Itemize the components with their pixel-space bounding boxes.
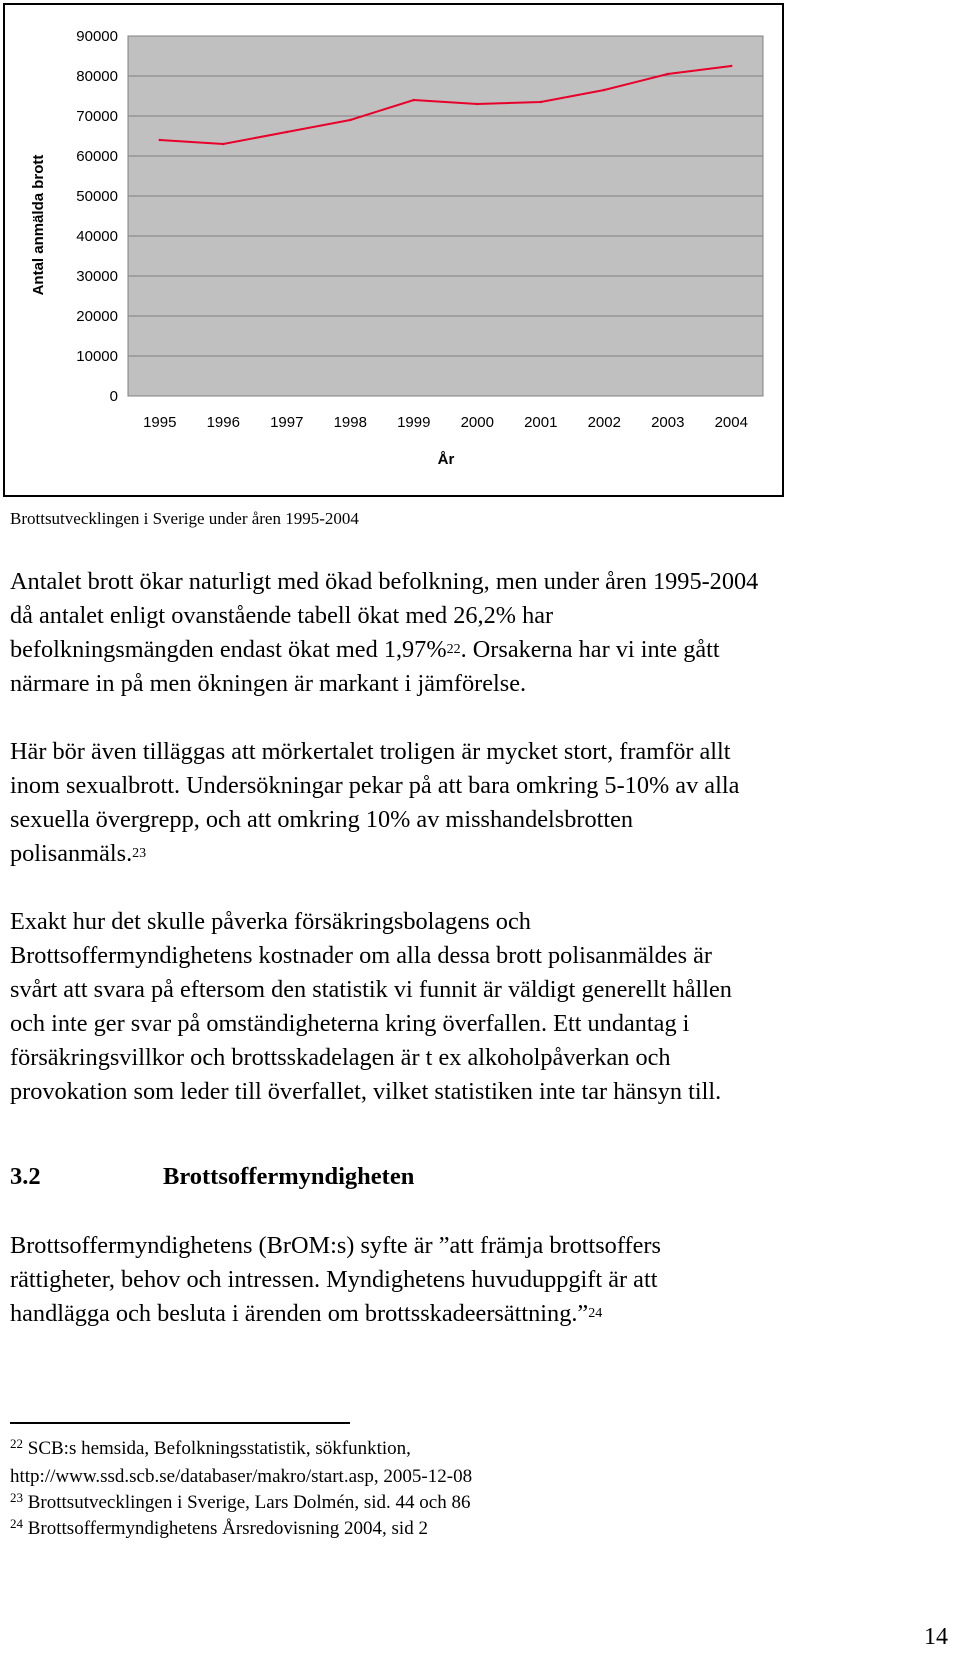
y-axis-label: Antal anmälda brott — [30, 154, 47, 296]
data-point — [476, 103, 478, 105]
plot-area — [128, 36, 763, 396]
data-point — [540, 101, 542, 103]
paragraph-insurance — [10, 905, 945, 1109]
data-point — [730, 65, 732, 67]
paragraph-brom — [10, 1229, 945, 1331]
footnote-ref-23[interactable]: 23 — [132, 846, 147, 861]
footnote-22-link[interactable]: http://www.ssd.scb.se/databaser/makro/start.asp, 2005-12-08 — [10, 1466, 473, 1487]
y-tick-label: 20000 — [76, 308, 118, 325]
x-tick-label: 1998 — [333, 414, 367, 431]
data-point — [222, 143, 224, 145]
footnote-ref-24[interactable]: 24 — [588, 1306, 603, 1321]
y-tick-label: 90000 — [76, 28, 118, 45]
y-tick-label: 60000 — [76, 148, 118, 165]
y-tick-label: 40000 — [76, 228, 118, 245]
x-tick-label: 2003 — [651, 414, 685, 431]
data-point — [413, 99, 415, 101]
section-title: Brottsoffermyndigheten — [163, 1163, 415, 1190]
y-tick-label: 30000 — [76, 268, 118, 285]
text-line: och inte ger svar på omständigheterna kring överfallen. Ett undantag i — [10, 1010, 690, 1037]
y-tick-label: 70000 — [76, 108, 118, 125]
x-tick-label: 2000 — [460, 414, 494, 431]
text-line: rättigheter, behov och intressen. Myndighetens huvuduppgift är att — [10, 1266, 658, 1293]
text-line: polisanmäls.$^{23}$ — [10, 840, 147, 867]
x-tick-label: 2004 — [714, 414, 748, 431]
text-line: Brottsoffermyndighetens kostnader om alla dessa brott polisanmäldes är — [10, 942, 712, 969]
x-tick-label: 1999 — [397, 414, 431, 431]
x-tick-label: 1995 — [143, 414, 177, 431]
text-line: försäkringsvillkor och brottsskadelagen är t ex alkoholpåverkan och — [10, 1044, 671, 1071]
text-line: Exakt hur det skulle påverka försäkringsbolagens och — [10, 908, 531, 935]
data-point — [349, 119, 351, 121]
paragraph-population — [10, 565, 945, 701]
text-line: närmare in på men ökningen är markant i jämförelse. — [10, 670, 527, 697]
footnote-22: $^{22}$ SCB:s hemsida, Befolkningsstatistik, sökfunktion, — [10, 1436, 411, 1459]
chart — [0, 0, 960, 500]
y-tick-label: 10000 — [76, 348, 118, 365]
x-tick-label: 1997 — [270, 414, 304, 431]
y-tick-label: 80000 — [76, 68, 118, 85]
data-point — [603, 89, 605, 91]
text-line: inom sexualbrott. Undersökningar pekar på att bara omkring 5-10% av alla — [10, 772, 740, 799]
footnote-23: $^{23}$ Brottsutvecklingen i Sverige, Lars Dolmén, sid. 44 och 86 — [10, 1490, 471, 1513]
page-number: 14 — [924, 1624, 948, 1650]
x-tick-label: 1996 — [206, 414, 240, 431]
footnote-divider — [10, 1422, 350, 1424]
text-line: befolkningsmängden endast ökat med 1,97%$^{22}$. Orsakerna har vi inte gått — [10, 636, 720, 663]
paragraph-dark-figure — [10, 735, 945, 871]
text-line: Antalet brott ökar naturligt med ökad befolkning, men under åren 1995-2004 — [10, 568, 759, 595]
footnote-24: $^{24}$ Brottsoffermyndighetens Årsredovisning 2004, sid 2 — [10, 1516, 428, 1539]
text-line: svårt att svara på eftersom den statistik vi funnit är väldigt generellt hållen — [10, 976, 732, 1003]
data-point — [286, 131, 288, 133]
data-point — [159, 139, 161, 141]
x-tick-label: 2001 — [524, 414, 558, 431]
y-tick-label: 0 — [109, 388, 118, 405]
text-line: Här bör även tilläggas att mörkertalet troligen är mycket stort, framför allt — [10, 738, 731, 765]
x-tick-label: 2002 — [587, 414, 621, 431]
text-line: sexuella övergrepp, och att omkring 10% av misshandelsbrotten — [10, 806, 634, 833]
data-point — [667, 73, 669, 75]
text-line: Brottsoffermyndighetens (BrOM:s) syfte är ”att främja brottsoffers — [10, 1232, 661, 1259]
chart-caption: Brottsutvecklingen i Sverige under åren 1995-2004 — [10, 509, 359, 528]
text-line: då antalet enligt ovanstående tabell ökat med 26,2% har — [10, 602, 554, 629]
footnote-ref-22[interactable]: 22 — [446, 642, 461, 657]
x-axis-label: År — [437, 451, 455, 468]
y-tick-label: 50000 — [76, 188, 118, 205]
section-number: 3.2 — [10, 1163, 41, 1190]
text-line: handlägga och besluta i ärenden om brottsskadeersättning.”$^{24}$ — [10, 1300, 603, 1327]
text-line: provokation som leder till överfallet, vilket statistiken inte tar hänsyn till. — [10, 1078, 722, 1105]
